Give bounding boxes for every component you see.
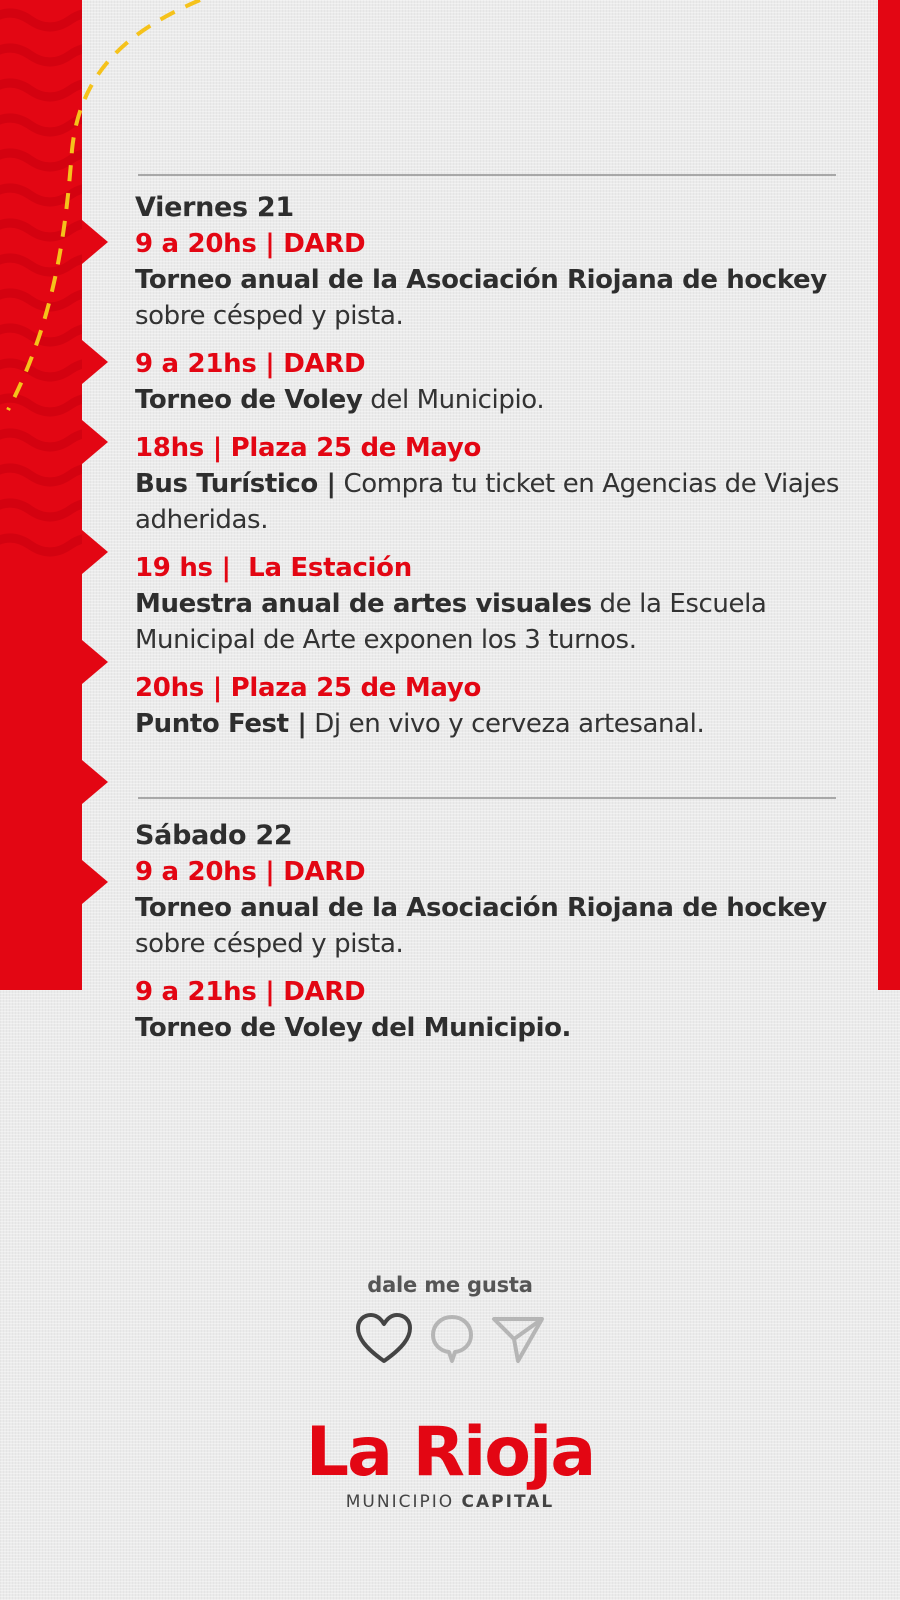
logo-wordmark: La Rioja [305, 1413, 595, 1492]
day-heading: Viernes 21 [135, 192, 294, 223]
event-description: Muestra anual de artes visuales de la Escuela Municipal de Arte exponen los 3 turnos. [135, 589, 767, 655]
event-item [135, 550, 855, 658]
cta-icons [0, 1311, 900, 1365]
event-description: Torneo anual de la Asociación Riojana de hockey sobre césped y pista. [135, 893, 827, 959]
send-icon[interactable] [490, 1311, 546, 1365]
municipio-logo [0, 1413, 900, 1512]
event-time: 9 a 20hs | DARD [135, 857, 366, 887]
event-item [135, 346, 855, 418]
cta-label: dale me gusta [367, 1273, 533, 1297]
divider-middle [138, 797, 836, 799]
like-call-to-action [0, 1273, 900, 1365]
event-time: 9 a 21hs | DARD [135, 977, 366, 1007]
event-item [135, 974, 855, 1046]
event-time: 9 a 20hs | DARD [135, 229, 366, 259]
event-item [135, 670, 855, 742]
day-block-viernes [135, 190, 855, 754]
event-time: 18hs | Plaza 25 de Mayo [135, 433, 482, 463]
right-red-band [878, 0, 900, 990]
day-heading: Sábado 22 [135, 820, 293, 851]
event-time: 20hs | Plaza 25 de Mayo [135, 673, 482, 703]
event-description: Bus Turístico | Compra tu ticket en Agencias de Viajes adheridas. [135, 469, 839, 535]
event-description: Punto Fest | Dj en vivo y cerveza artesanal. [135, 709, 705, 739]
event-time: 19 hs | La Estación [135, 553, 412, 583]
heart-icon[interactable] [354, 1311, 414, 1365]
event-description: Torneo anual de la Asociación Riojana de hockey sobre césped y pista. [135, 265, 827, 331]
divider-top [138, 174, 836, 176]
event-item [135, 430, 855, 538]
event-description: Torneo de Voley del Municipio. [135, 385, 545, 415]
event-time: 9 a 21hs | DARD [135, 349, 366, 379]
comment-icon[interactable] [428, 1311, 476, 1365]
event-item [135, 226, 855, 334]
event-item [135, 854, 855, 962]
logo-subtitle: MUNICIPIO CAPITAL [345, 1492, 555, 1512]
day-block-sabado [135, 818, 855, 1058]
event-description: Torneo de Voley del Municipio. [135, 1013, 572, 1043]
